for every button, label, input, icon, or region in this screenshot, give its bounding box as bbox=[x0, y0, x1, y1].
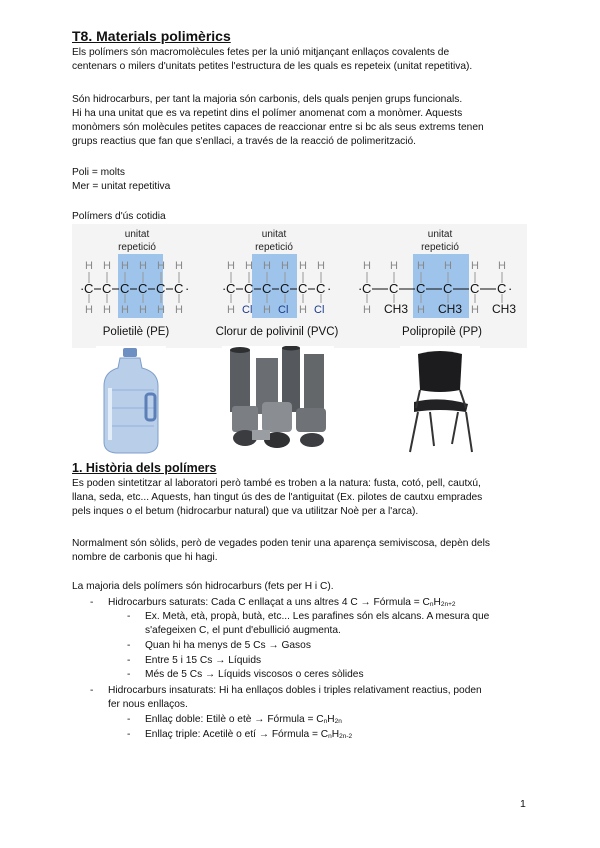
history-line: Es poden sintetitzar al laboratori però també es troben a la natura: fusta, cotó, pell, cautxú, bbox=[72, 478, 481, 489]
c-atom: C bbox=[102, 281, 112, 296]
h-atom: H bbox=[157, 260, 165, 272]
ch3-group: CH3 bbox=[438, 302, 463, 316]
h-atom: H bbox=[444, 260, 452, 272]
intro-line: monòmers són molècules petites capaces de reaccionar entre si bc als seus extrems tenen bbox=[72, 122, 484, 133]
c-atom: C bbox=[120, 281, 130, 296]
svg-text:·: · bbox=[185, 281, 190, 296]
c-atom: C bbox=[443, 281, 453, 296]
h-atom: H bbox=[245, 260, 253, 272]
h-atom: H bbox=[263, 260, 271, 272]
saturated-hydrocarbons-item bbox=[108, 596, 456, 609]
h-atom: H bbox=[471, 304, 479, 316]
polymer-structures-figure bbox=[72, 224, 527, 348]
c-atom: C bbox=[362, 281, 372, 296]
h-atom: H bbox=[281, 260, 289, 272]
saturated-subitem: Quan hi ha menys de 5 Cs → Gasos bbox=[145, 640, 311, 651]
intro-line: centenars o milers d'unitats petites l'estructura de les quals es repeteix (unitat repetitiva). bbox=[72, 61, 473, 72]
bullet-dash: - bbox=[127, 714, 131, 725]
pvc-repeat-label: unitat bbox=[261, 229, 287, 240]
unsaturated-hydrocarbons-item: fer nous enllaços. bbox=[108, 699, 188, 710]
polypropylene-label: Polipropilè (PP) bbox=[402, 326, 482, 338]
c-atom: C bbox=[316, 281, 326, 296]
water-bottle-photo bbox=[96, 346, 166, 458]
state-line: nombre de carbonis que hi hagi. bbox=[72, 552, 218, 563]
svg-text:·: · bbox=[327, 281, 332, 296]
h-atom: H bbox=[157, 304, 165, 316]
c-atom: C bbox=[416, 281, 426, 296]
h-atom: H bbox=[85, 260, 93, 272]
svg-text:·: · bbox=[80, 281, 85, 296]
c-atom: C bbox=[84, 281, 94, 296]
h-atom: H bbox=[121, 260, 129, 272]
saturated-subitem: Ex. Metà, età, propà, butà, etc... Les parafines són els alcans. A mesura que bbox=[145, 611, 490, 622]
intro-line: Hi ha una unitat que es va repetint dins el polímer anomenat com a monòmer. Aquests bbox=[72, 108, 463, 119]
chair-photo bbox=[400, 346, 480, 458]
double-bond-item bbox=[145, 713, 342, 726]
c-atom: C bbox=[262, 281, 272, 296]
pe-repeat-label: unitat bbox=[124, 229, 150, 240]
saturated-subitem: Més de 5 Cs → Líquids viscosos o ceres sòlides bbox=[145, 669, 364, 680]
h-atom: H bbox=[363, 260, 371, 272]
definition-poli: Poli = molts bbox=[72, 167, 125, 178]
svg-text:·: · bbox=[508, 281, 513, 296]
h-atom: H bbox=[390, 260, 398, 272]
bullet-dash: - bbox=[127, 640, 131, 651]
ch3-group: CH3 bbox=[384, 302, 409, 316]
h-atom: H bbox=[175, 260, 183, 272]
saturated-subitem: Entre 5 i 15 Cs → Líquids bbox=[145, 655, 262, 666]
cl-atom: Cl bbox=[314, 304, 325, 316]
intro-line: grups reactius que fan que s'enllaci, a través de la reacció de polimerització. bbox=[72, 136, 416, 147]
svg-text:·: · bbox=[358, 281, 363, 296]
h-atom: H bbox=[139, 304, 147, 316]
h-atom: H bbox=[139, 260, 147, 272]
unsaturated-hydrocarbons-item: Hidrocarburs insaturats: Hi ha enllaços dobles i triples relativament reactius, poden bbox=[108, 685, 482, 696]
formula-h: H bbox=[433, 597, 441, 608]
pvc-repeat-label: repetició bbox=[255, 242, 293, 253]
svg-text:·: · bbox=[222, 281, 227, 296]
h-atom: H bbox=[103, 260, 111, 272]
intro-line: Els polímers són macromolècules fetes per la unió mitjançant enllaços covalents de bbox=[72, 47, 450, 58]
h-atom: H bbox=[417, 304, 425, 316]
h-atom: H bbox=[417, 260, 425, 272]
history-line: pels inques o el betum (hidrocarbur natural) que va utilitzar Noè per a l'arca). bbox=[72, 506, 419, 517]
bullet-dash: - bbox=[127, 669, 131, 680]
formula-subscript: n bbox=[429, 601, 434, 608]
state-line: Normalment són sòlids, però de vegades poden tenir una aparença semiviscosa, depèn dels bbox=[72, 538, 490, 549]
h-atom: H bbox=[85, 304, 93, 316]
common-polymers-label: Polímers d'ús cotidia bbox=[72, 211, 166, 222]
page-number: 1 bbox=[520, 798, 526, 810]
pvc-repeat-unit-highlight bbox=[252, 254, 297, 318]
pvc-label: Clorur de polivinil (PVC) bbox=[215, 326, 339, 338]
c-atom: C bbox=[226, 281, 236, 296]
c-atom: C bbox=[174, 281, 184, 296]
formula-subscript: 2n+2 bbox=[440, 601, 456, 608]
formula-h: H bbox=[331, 729, 340, 740]
h-atom: H bbox=[175, 304, 183, 316]
bullet-dash: - bbox=[127, 611, 131, 622]
triple-bond-item bbox=[145, 728, 352, 741]
intro-line: Són hidrocarburs, per tant la majoria són carbonis, dels quals penjen grups funcionals. bbox=[72, 94, 463, 105]
h-atom: H bbox=[498, 260, 506, 272]
history-line: llana, seda, etc... Aquests, han tingut ús des de l'antiguitat (Ex. pilotes de cautxu emprades bbox=[72, 492, 483, 503]
formula-subscript: n bbox=[323, 718, 328, 725]
pvc-pipes-photo bbox=[222, 346, 334, 458]
pe-repeat-label: repetició bbox=[118, 242, 156, 253]
formula-h: H bbox=[327, 714, 335, 725]
h-atom: H bbox=[121, 304, 129, 316]
definition-mer: Mer = unitat repetitiva bbox=[72, 181, 171, 192]
c-atom: C bbox=[138, 281, 148, 296]
triple-bond-text: Enllaç triple: Acetilè o etí → Fórmula = C bbox=[145, 729, 329, 740]
c-atom: C bbox=[156, 281, 166, 296]
c-atom: C bbox=[280, 281, 290, 296]
h-atom: H bbox=[299, 260, 307, 272]
c-atom: C bbox=[497, 281, 507, 296]
formula-subscript: 2n-2 bbox=[339, 733, 353, 740]
double-bond-text: Enllaç doble: Etilè o etè → Fórmula = C bbox=[145, 714, 324, 725]
saturated-text: Hidrocarburs saturats: Cada C enllaçat a uns altres 4 C → Fórmula = C bbox=[108, 597, 430, 608]
bullet-dash: - bbox=[127, 729, 131, 740]
formula-subscript: n bbox=[328, 733, 332, 740]
formula-subscript: 2n bbox=[334, 718, 342, 725]
h-atom: H bbox=[103, 304, 111, 316]
h-atom: H bbox=[363, 304, 371, 316]
c-atom: C bbox=[244, 281, 254, 296]
section-heading-history: 1. Història dels polímers bbox=[72, 461, 217, 475]
polyethylene-label: Polietilè (PE) bbox=[102, 326, 170, 338]
c-atom: C bbox=[298, 281, 308, 296]
cl-atom: Cl bbox=[242, 304, 253, 316]
h-atom: H bbox=[299, 304, 307, 316]
pp-repeat-label: unitat bbox=[427, 229, 453, 240]
saturated-subitem: s'afegeixen C, el punt d'ebullició augmenta. bbox=[145, 625, 341, 636]
h-atom: H bbox=[227, 304, 235, 316]
pp-repeat-label: repetició bbox=[421, 242, 459, 253]
ch3-group: CH3 bbox=[492, 302, 517, 316]
composition-line: La majoria dels polímers són hidrocarburs (fets per H i C). bbox=[72, 581, 334, 592]
bullet-dash: - bbox=[127, 655, 131, 666]
c-atom: C bbox=[389, 281, 399, 296]
h-atom: H bbox=[227, 260, 235, 272]
bullet-dash: - bbox=[90, 597, 94, 608]
c-atom: C bbox=[470, 281, 480, 296]
h-atom: H bbox=[263, 304, 271, 316]
h-atom: H bbox=[471, 260, 479, 272]
page-title: T8. Materials polimèrics bbox=[72, 28, 231, 44]
h-atom: H bbox=[317, 260, 325, 272]
cl-atom: Cl bbox=[278, 304, 289, 316]
bullet-dash: - bbox=[90, 685, 94, 696]
